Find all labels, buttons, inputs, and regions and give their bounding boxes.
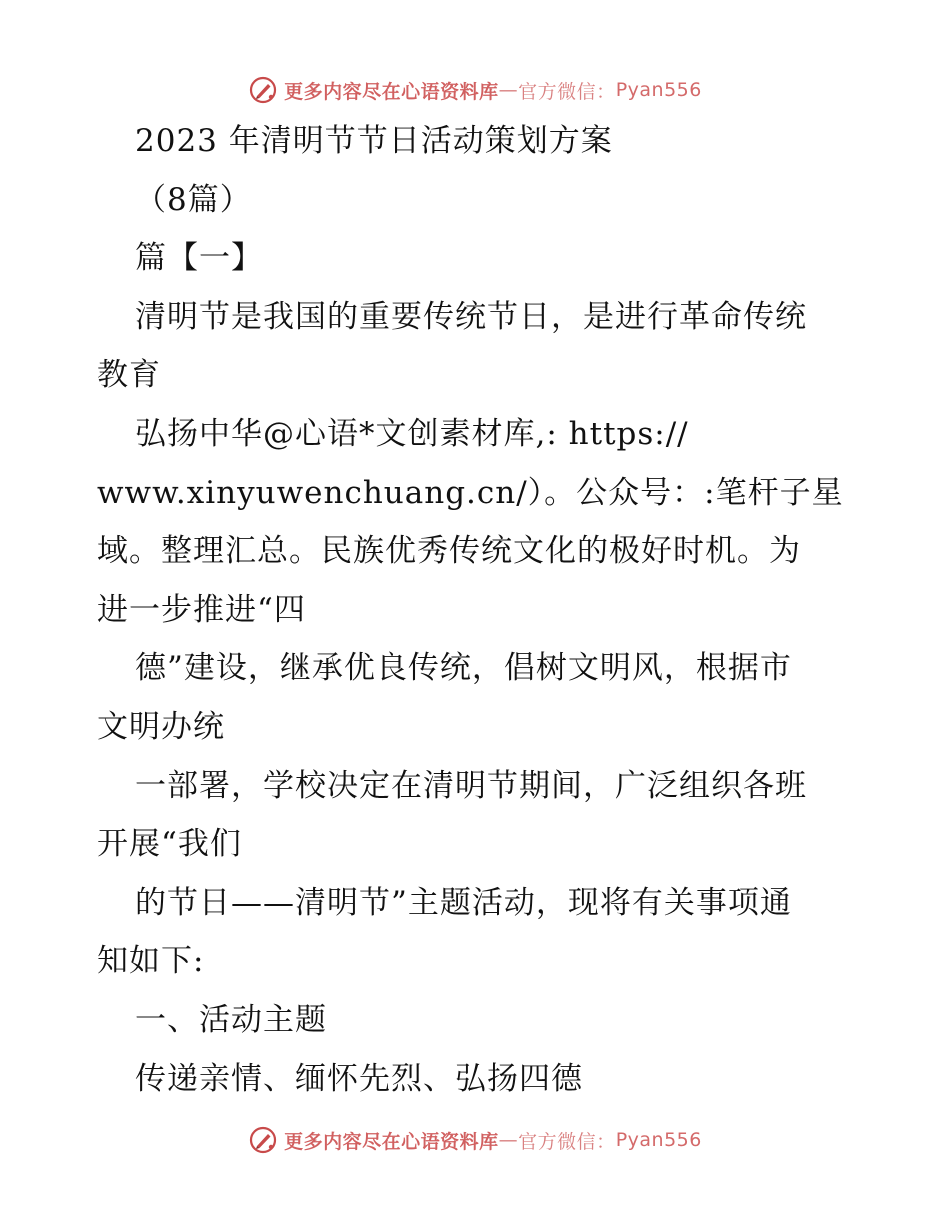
watermark-official-label: 官方微信： [518, 1130, 616, 1153]
watermark-separator: — [498, 1129, 519, 1151]
footer-watermark [0, 1120, 950, 1160]
document-line: 2023 年清明节节日活动策划方案 [135, 123, 613, 159]
document-line: 德”建设，继承优良传统，倡树文明风，根据市 [135, 650, 792, 687]
document-body [97, 112, 857, 1108]
pen-logo-icon [248, 1125, 278, 1155]
watermark-wechat-id: Pyan556 [615, 1129, 702, 1151]
document-line: 一部署，学校决定在清明节期间，广泛组织各班 [135, 767, 807, 804]
document-line: www.xinyuwenchuang.cn/）。公众号：:笔杆子星 [97, 474, 844, 511]
document-line: （8篇） [135, 181, 252, 218]
document-line: 知如下: [97, 943, 205, 980]
document-line: 教育 [97, 357, 161, 394]
document-line: 进一步推进“四 [97, 591, 306, 628]
watermark-official-label: 官方微信： [518, 80, 616, 103]
watermark-main-text: 更多内容尽在心语资料库 [284, 1130, 499, 1153]
document-line: 清明节是我国的重要传统节日，是进行革命传统 [135, 298, 807, 335]
document-line: 开展“我们 [97, 826, 242, 863]
document-line: 域。整理汇总。民族优秀传统文化的极好时机。为 [97, 533, 801, 570]
watermark-wechat-id: Pyan556 [615, 79, 702, 101]
watermark-separator: — [498, 79, 519, 101]
document-line: 弘扬中华@心语*文创素材库,: https:// [135, 415, 689, 452]
document-line: 一、活动主题 [135, 1001, 327, 1038]
watermark-main-text: 更多内容尽在心语资料库 [284, 80, 499, 103]
header-watermark [0, 70, 950, 110]
document-line: 传递亲情、缅怀先烈、弘扬四德 [135, 1060, 583, 1097]
document-line: 篇【一】 [135, 240, 263, 277]
document-line: 的节日——清明节”主题活动，现将有关事项通 [135, 884, 792, 921]
pen-logo-icon [248, 75, 278, 105]
document-line: 文明办统 [97, 708, 225, 745]
